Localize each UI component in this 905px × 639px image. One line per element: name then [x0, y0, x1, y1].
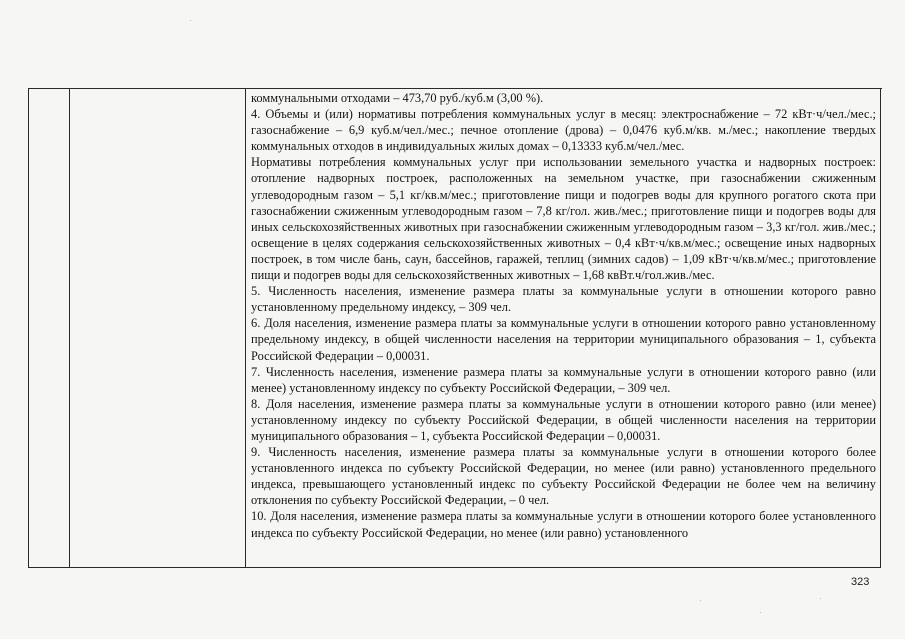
paragraph-7: 8. Доля населения, изменение размера платы за коммунальные услуги в отношении которого равно (или менее) установленному индексу по субъекту Российской Федерации, в общей численности населения на территории муниципального образования – 1, субъекта Российской Федерации – 0,00031. — [251, 396, 876, 443]
document-table — [28, 88, 881, 568]
scan-speck — [190, 20, 191, 21]
paragraph-1: коммунальными отходами – 473,70 руб./куб.м (3,00 %). — [251, 91, 544, 105]
paragraph-6: 7. Численность населения, изменение размера платы за коммунальные услуги в отношении которого равно (или менее) установленному индексу по субъекту Российской Федерации, – 309 чел. — [251, 364, 876, 395]
table-cell-content — [251, 90, 876, 566]
scan-speck — [700, 600, 701, 601]
paragraph-5: 6. Доля населения, изменение размера платы за коммунальные услуги в отношении которого равно установленному предельному индексу, в общей численности населения на территории муниципального образования – 1, субъекта Российской Федерации – 0,00031. — [251, 316, 876, 363]
scan-speck — [760, 612, 761, 613]
paragraph-9: 10. Доля населения, изменение размера платы за коммунальные услуги в отношении которого более установленного индекса по субъекту Российской Федерации, но менее (или равно) установленного — [251, 509, 876, 540]
page-number: 323 — [851, 576, 870, 588]
paragraph-4: 5. Численность населения, изменение размера платы за коммунальные услуги в отношении которого равно установленному предельному индексу, – 309 чел. — [251, 284, 876, 315]
column-divider-1 — [69, 88, 70, 567]
paragraph-8: 9. Численность населения, изменение размера платы за коммунальные услуги в отношении которого более установленного индекса по субъекту Российской Федерации, но менее (или равно) установленного предельного индекса, превышающего установленный индекс по субъекту Российской Федерации не более чем на величину отклонения по субъекту Российской Федерации, – 0 чел. — [251, 445, 876, 508]
paragraph-2: 4. Объемы и (или) нормативы потребления коммунальных услуг в месяц: электроснабжение – 72 кВт·ч/чел./мес.; газоснабжение – 6,9 куб.м/чел./мес.; печное отопление (дрова) – 0,0476 куб.м/кв. м./мес.; накопление твердых коммунальных отходов в индивидуальных жилых домах – 0,13333 куб.м/чел./мес. — [251, 107, 876, 154]
paragraph-3: Нормативы потребления коммунальных услуг при использовании земельного участка и надворных построек: отопление надворных построек, расположенных на земельном участке, при газоснабжении сжиженным углеводородным газом – 5,1 кг/кв.м/мес.; приготовление пищи и подогрев воды для крупного рогатого скота при газоснабжении сжиженным углеводородным газом – 7,8 кг/гол. жив./мес.; приготовление пищи и подогрев воды для иных сельскохозяйственных животных при газоснабжении сжиженным углеводородным газом – 3,3 кг/гол. жив./мес.; освещение в целях содержания сельскохозяйственных животных – 0,4 кВт·ч/кв.м/мес.; освещение иных надворных построек, в том числе бань, саун, бассейнов, гаражей, теплиц (зимних садов) – 1,09 кВт·ч/кв.м/мес.; приготовление пищи и подогрев воды для сельскохозяйственных животных – 1,68 квВт.ч/гол.жив./мес. — [251, 155, 876, 283]
column-divider-2 — [245, 88, 246, 567]
scan-speck — [820, 598, 821, 599]
